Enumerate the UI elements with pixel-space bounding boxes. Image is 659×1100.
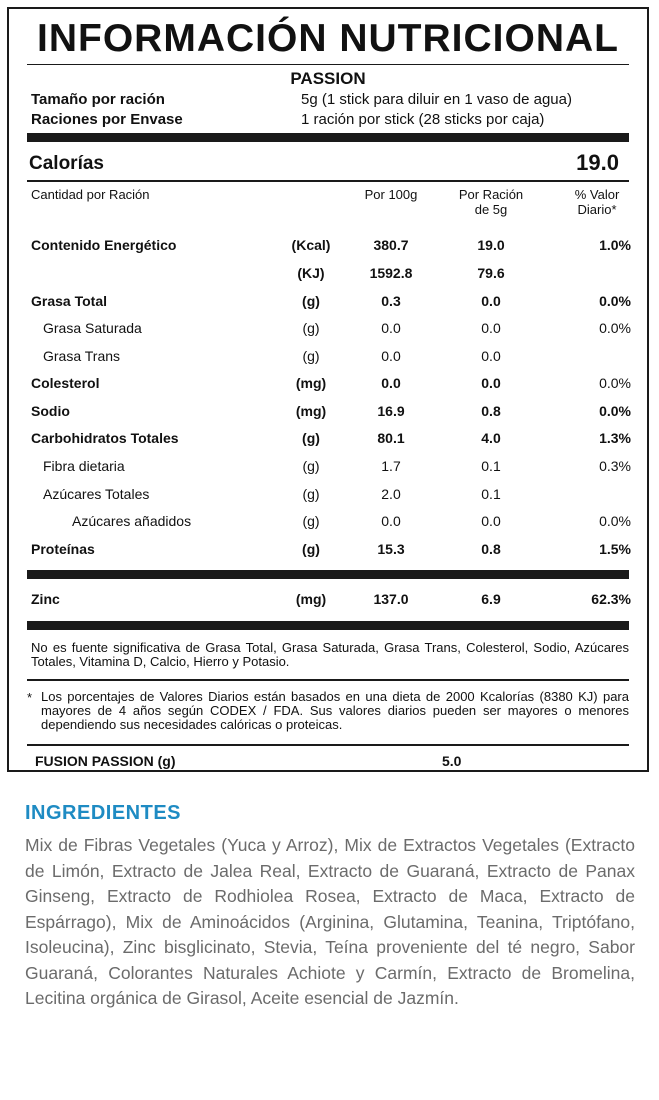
label-title: INFORMACIÓN NUTRICIONAL — [37, 17, 619, 60]
nutrient-per-serving: 6.9 — [481, 591, 501, 607]
nutrient-name: Grasa Saturada — [43, 320, 142, 336]
nutrient-dv: 0.0% — [599, 375, 631, 391]
table-row-zinc — [31, 591, 629, 615]
header-per-serving-1: Por Ración — [458, 187, 524, 202]
table-row — [31, 513, 629, 537]
nutrient-per-serving: 0.0 — [481, 320, 501, 336]
nutrient-name: Azúcares añadidos — [72, 513, 192, 529]
nutrient-dv: 0.0% — [599, 513, 631, 529]
table-row — [31, 293, 629, 317]
nutrient-per-serving: 0.0 — [481, 375, 501, 391]
nutrient-per-serving: 4.0 — [481, 430, 501, 446]
nutrient-unit: (g) — [302, 320, 320, 336]
rule-calories — [27, 180, 629, 182]
nutrient-per100: 2.0 — [381, 486, 401, 502]
rule-footer — [27, 744, 629, 746]
nutrient-dv: 0.0% — [599, 293, 631, 309]
nutrient-per-serving: 0.1 — [481, 458, 501, 474]
table-row — [31, 403, 629, 427]
nutrient-per-serving: 0.0 — [481, 513, 501, 529]
nutrient-dv: 1.3% — [599, 430, 631, 446]
nutrient-per100: 15.3 — [377, 541, 405, 557]
nutrient-per100: 80.1 — [377, 430, 405, 446]
nutrient-per100: 137.0 — [373, 591, 409, 607]
nutrient-dv: 1.0% — [599, 237, 631, 253]
nutrient-dv: 62.3% — [591, 591, 631, 607]
nutrient-unit: (g) — [302, 293, 320, 309]
nutrient-per100: 0.0 — [381, 513, 401, 529]
servings-label: Raciones por Envase — [31, 111, 183, 128]
nutrient-per100: 1592.8 — [369, 265, 413, 281]
table-row — [31, 430, 629, 454]
nutrition-facts-label — [7, 7, 649, 772]
nutrient-unit: (g) — [302, 541, 320, 557]
nutrient-per100: 0.0 — [381, 320, 401, 336]
calories-value: 19.0 — [576, 150, 619, 175]
rule-thick-notes — [27, 621, 629, 630]
product-name: PASSION — [290, 69, 366, 88]
table-row — [31, 237, 629, 261]
table-row — [31, 486, 629, 510]
nutrient-per-serving: 0.1 — [481, 486, 501, 502]
nutrient-name: Azúcares Totales — [43, 486, 150, 502]
nutrient-name: Zinc — [31, 591, 60, 607]
ingredients-title: INGREDIENTES — [25, 802, 182, 824]
nutrient-unit: (g) — [302, 430, 320, 446]
note-insignificant: No es fuente significativa de Grasa Total, Grasa Saturada, Grasa Trans, Colesterol, Sodio, Azúcares Totales, Vitamina D, Calcio, Hierro y Potasio. — [31, 640, 629, 669]
nutrient-per-serving: 0.8 — [481, 541, 501, 557]
nutrient-name: Carbohidratos Totales — [31, 430, 179, 446]
nutrient-per100: 0.0 — [381, 375, 401, 391]
nutrient-unit: (mg) — [295, 403, 327, 419]
table-row — [31, 458, 629, 482]
header-dv-2: Diario* — [577, 202, 617, 217]
nutrient-per100: 0.3 — [381, 293, 401, 309]
rule-thick-zinc — [27, 570, 629, 579]
table-row — [31, 541, 629, 565]
nutrient-per-serving: 0.0 — [481, 348, 501, 364]
nutrient-unit: (g) — [302, 458, 320, 474]
rule-thick-top — [27, 133, 629, 142]
nutrient-unit: (mg) — [295, 375, 327, 391]
servings-value: 1 ración por stick (28 sticks por caja) — [301, 111, 545, 128]
nutrient-per100: 1.7 — [381, 458, 401, 474]
nutrient-unit: (g) — [302, 486, 320, 502]
ingredients-text: Mix de Fibras Vegetales (Yuca y Arroz), Mix de Extractos Vegetales (Extracto de Limón, Extracto de Jalea Real, Extracto de Guaraná, Extracto de Panax Ginseng, Extracto de Rodhiolea Rosea, Extracto de Maca, Extracto de Espárrago), Mix de Aminoácidos (Arginina, Glutamina, Teanina, Triptófano, Isoleucina), Zinc bisglicinato, Stevia, Teína proveniente del té negro, Sabor Guaraná, Colorantes Naturales Achiote y Carmín, Extracto de Bromelina, Lecitina orgánica de Girasol, Aceite esencial de Jazmín. — [25, 835, 635, 1008]
table-row — [31, 265, 629, 289]
nutrient-name: Proteínas — [31, 541, 95, 557]
calories-label: Calorías — [29, 153, 104, 174]
header-amount: Cantidad por Ración — [31, 187, 150, 202]
nutrient-dv: 0.3% — [599, 458, 631, 474]
nutrient-name: Colesterol — [31, 375, 100, 391]
nutrient-dv: 0.0% — [599, 320, 631, 336]
nutrient-per100: 380.7 — [373, 237, 409, 253]
header-per-serving-2: de 5g — [474, 202, 508, 217]
nutrient-unit: (Kcal) — [291, 237, 331, 253]
nutrient-per-serving: 0.8 — [481, 403, 501, 419]
nutrient-per-serving: 79.6 — [477, 265, 505, 281]
nutrient-dv: 0.0% — [599, 403, 631, 419]
table-row — [31, 375, 629, 399]
table-row — [31, 320, 629, 344]
nutrient-name: Fibra dietaria — [43, 458, 125, 474]
header-per100: Por 100g — [364, 187, 418, 202]
table-row — [31, 348, 629, 372]
nutrient-name: Grasa Total — [31, 293, 107, 309]
rule-title — [27, 64, 629, 65]
footer-label: FUSION PASSION (g) — [35, 753, 176, 769]
rule-notes — [27, 679, 629, 681]
footer-value: 5.0 — [442, 753, 462, 769]
nutrient-unit: (g) — [302, 513, 320, 529]
note-asterisk: * — [27, 690, 33, 705]
nutrient-name: Sodio — [31, 403, 70, 419]
serving-size-value: 5g (1 stick para diluir en 1 vaso de agua) — [301, 91, 572, 108]
nutrient-name: Grasa Trans — [43, 348, 121, 364]
header-dv-1: % Valor — [574, 187, 620, 202]
nutrient-unit: (mg) — [295, 591, 327, 607]
nutrient-per-serving: 0.0 — [481, 293, 501, 309]
nutrient-name: Contenido Energético — [31, 237, 177, 253]
serving-size-label: Tamaño por ración — [31, 91, 165, 108]
note-daily-values: Los porcentajes de Valores Diarios están basados en una dieta de 2000 Kcalorías (8380 KJ) para mayores de 4 años según CODEX / FDA. Sus valores diarios pueden ser mayores o menores dependiendo sus necesidades calóricas o proteicas. — [41, 689, 629, 732]
nutrient-per-serving: 19.0 — [477, 237, 505, 253]
nutrient-dv: 1.5% — [599, 541, 631, 557]
nutrient-unit: (g) — [302, 348, 320, 364]
nutrient-unit: (KJ) — [297, 265, 325, 281]
nutrient-per100: 16.9 — [377, 403, 405, 419]
nutrient-per100: 0.0 — [381, 348, 401, 364]
